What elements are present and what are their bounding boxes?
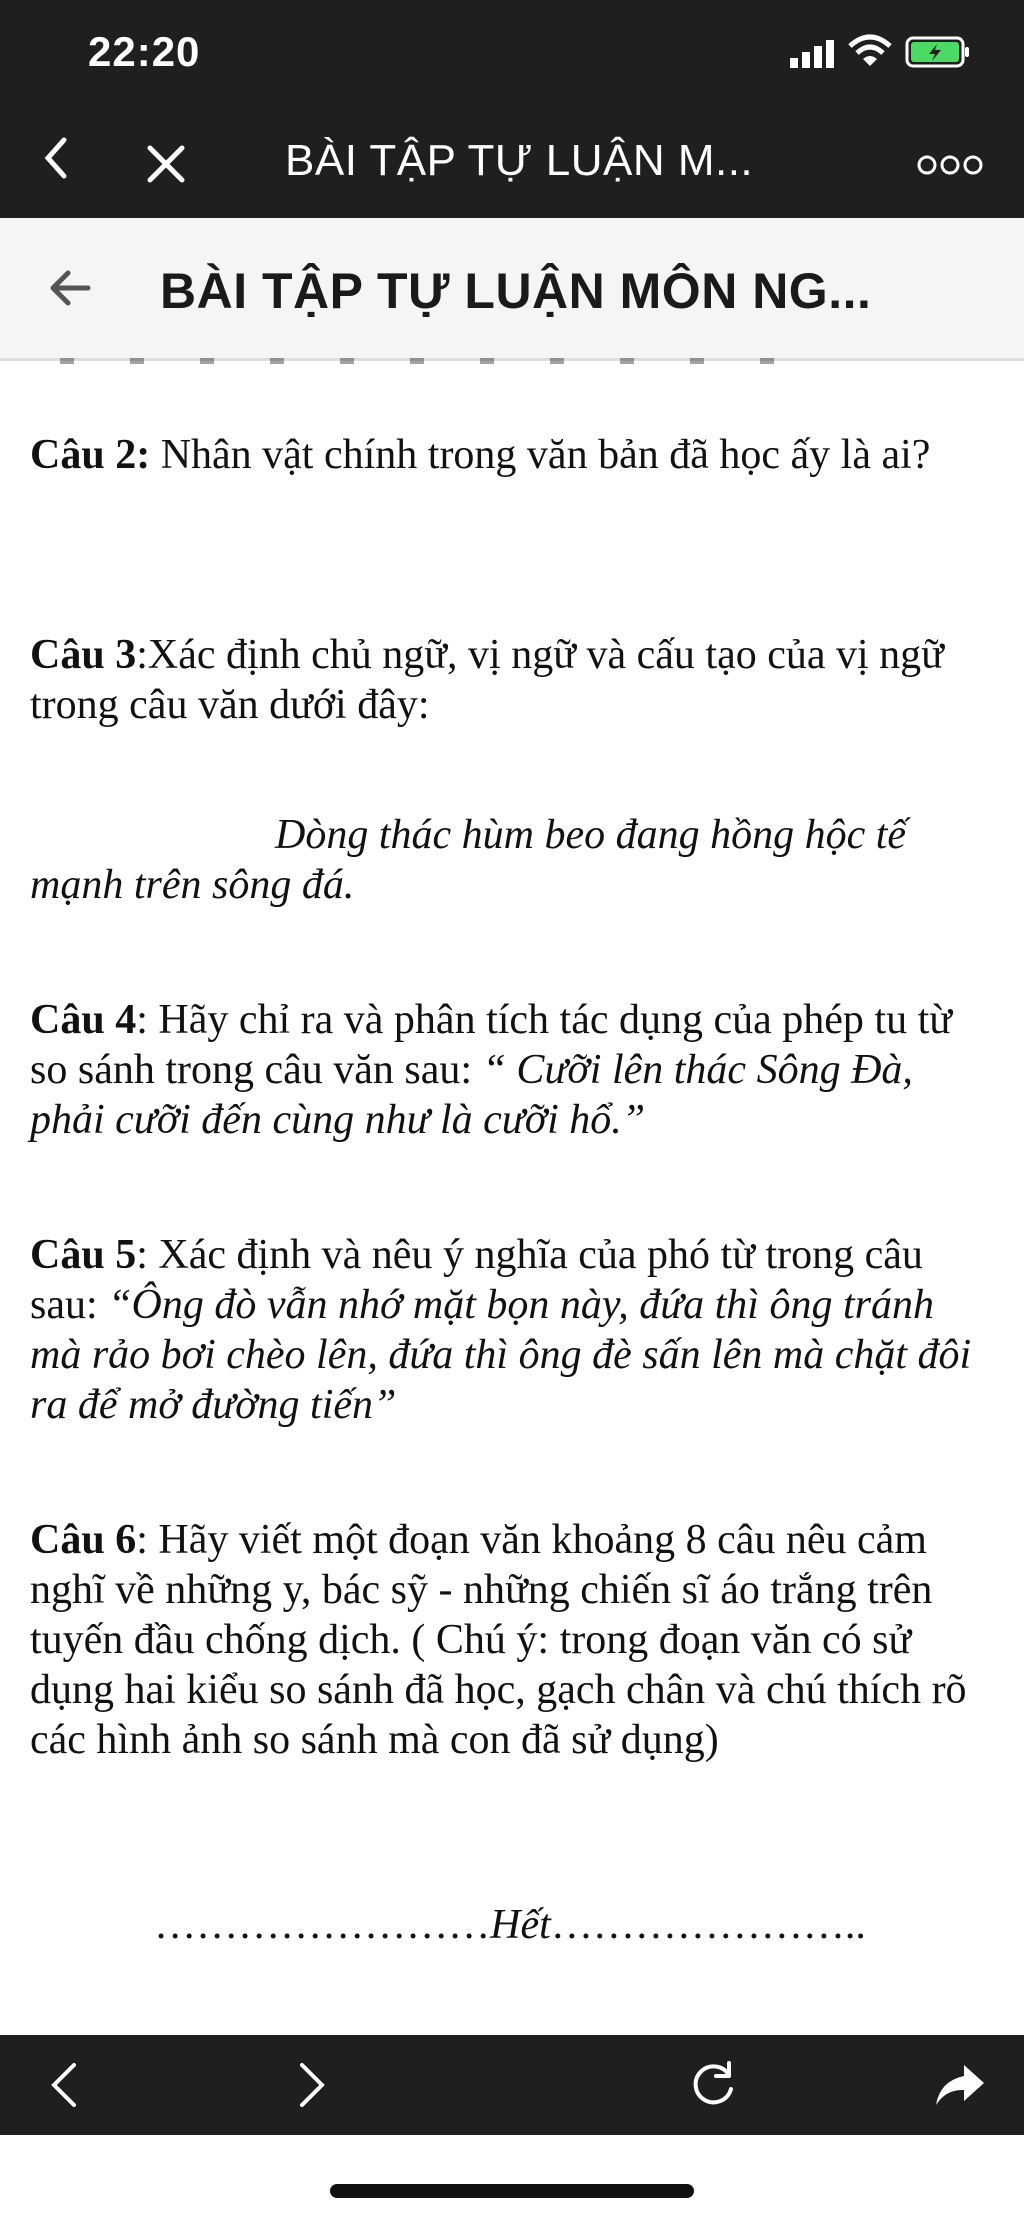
question-5: [30, 1230, 990, 1430]
question-text: : Hãy chỉ ra và phân tích tác dụng của phép tu từ so sánh trong câu văn sau:: [30, 997, 953, 1093]
question-4: [30, 995, 990, 1145]
signal-icon: [790, 40, 834, 68]
question-text: : Hãy viết một đoạn văn khoảng 8 câu nêu cảm nghĩ về những y, bác sỹ - những chiến sĩ áo trắng trên tuyến đầu chống dịch. ( Chú ý: trong đoạn văn có sử dụng hai kiểu so sánh đã học, gạch chân và chú thích rõ các hình ảnh so sánh mà con đã sử dụng): [30, 1517, 967, 1763]
status-time: 22:20: [88, 28, 201, 75]
browser-chrome: [0, 0, 1024, 218]
quote-text: “Ông đò vẫn nhớ mặt bọn này, đứa thì ông tránh mà rảo bơi chèo lên, đứa thì ông đè sấn lên mà chặt đôi ra để mở đường tiến”: [30, 1282, 972, 1428]
arrow-left-icon[interactable]: [42, 260, 98, 316]
bottom-toolbar: [0, 2035, 1024, 2135]
back-icon[interactable]: [30, 130, 86, 186]
battery-icon: [905, 36, 971, 68]
question-3-quote: [30, 810, 990, 910]
more-options-icon[interactable]: [915, 150, 985, 180]
quote-text: “ Cưỡi lên thác Sông Đà, phải cưỡi đến cùng như là cưỡi hổ.”: [30, 1047, 913, 1143]
question-label: Câu 3: [30, 632, 137, 678]
question-text: Nhân vật chính trong văn bản đã học ấy là ai?: [150, 432, 931, 478]
quote-text: Dòng thác hùm beo đang hồng hộc tế mạnh trên sông đá.: [30, 812, 907, 908]
question-label: Câu 4: [30, 997, 137, 1043]
question-text: : Xác định và nêu ý nghĩa của phó từ trong câu sau:: [30, 1232, 923, 1328]
question-text: :Xác định chủ ngữ, vị ngữ và cấu tạo của vị ngữ trong câu văn dưới đây:: [30, 632, 944, 728]
end-marker: [30, 1900, 990, 1950]
dots: …………………..: [550, 1902, 866, 1948]
end-text: Hết: [490, 1902, 551, 1948]
question-label: Câu 2:: [30, 432, 151, 478]
wifi-icon: [848, 34, 892, 68]
cut-off-text-line: [60, 358, 780, 364]
forward-icon[interactable]: [282, 2057, 338, 2113]
question-label: Câu 6: [30, 1517, 137, 1563]
question-6: [30, 1515, 990, 1765]
dots: ……………………: [154, 1902, 491, 1948]
document-header: [0, 218, 1024, 361]
reload-icon[interactable]: [685, 2057, 741, 2113]
back-icon[interactable]: [38, 2057, 94, 2113]
close-icon[interactable]: [138, 136, 194, 192]
question-3: [30, 630, 990, 730]
share-icon[interactable]: [932, 2057, 988, 2113]
question-2: [30, 430, 990, 480]
browser-title: BÀI TẬP TỰ LUẬN M...: [285, 136, 754, 185]
question-label: Câu 5: [30, 1232, 137, 1278]
home-indicator[interactable]: [330, 2184, 694, 2198]
document-title: BÀI TẬP TỰ LUẬN MÔN NG...: [160, 263, 872, 319]
